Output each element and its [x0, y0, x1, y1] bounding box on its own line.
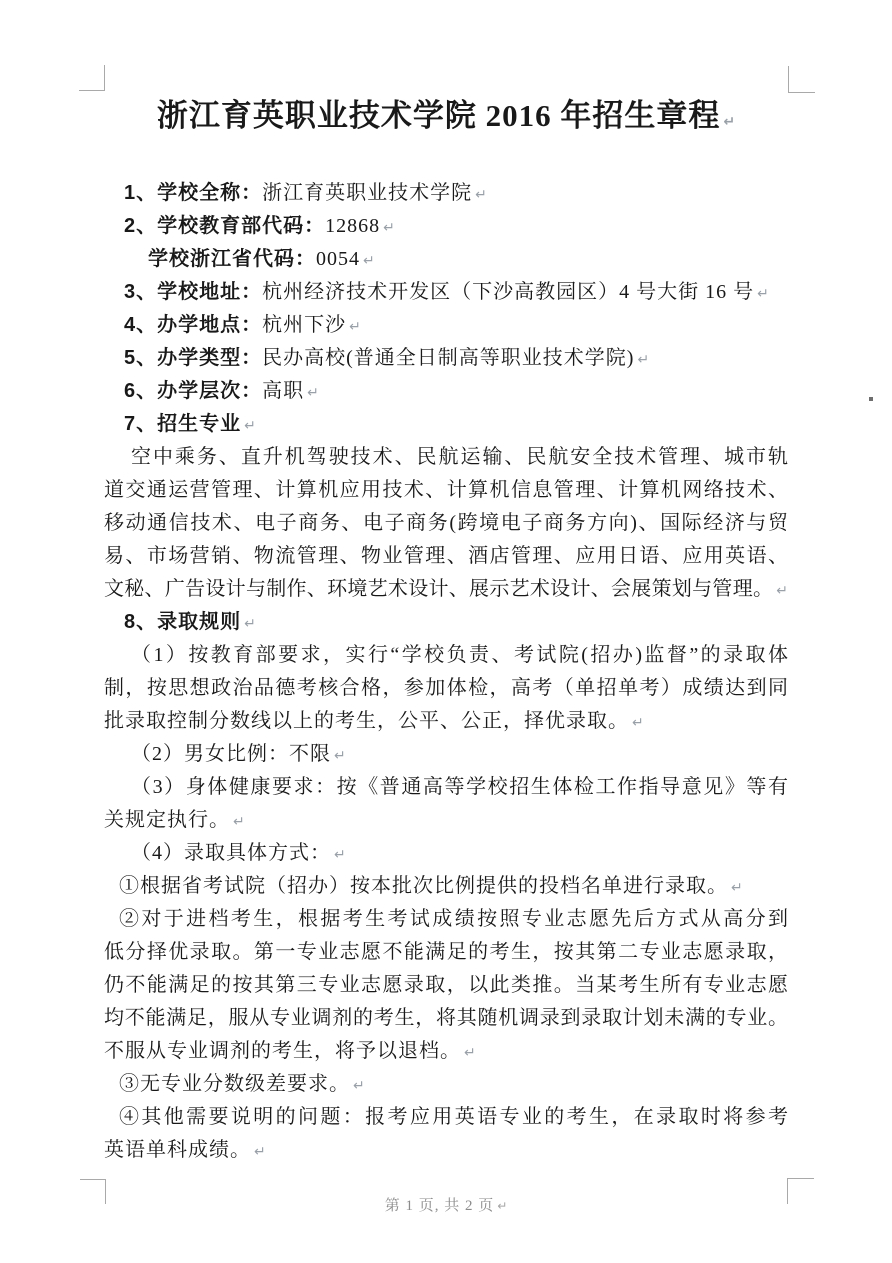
paragraph-mark: ↵ [334, 847, 346, 863]
paragraph-mark: ↵ [475, 187, 487, 203]
rule1-line: 制，按思想政治品德考核合格，参加体检，高考（单招单考）成绩达到同 [104, 677, 788, 699]
majors-paragraph-line: 易、市场营销、物流管理、物业管理、酒店管理、应用日语、应用英语、 [104, 545, 788, 567]
method1-line [104, 870, 788, 903]
item-value: 民办高校(普通全日制高等职业技术学院) [262, 347, 635, 369]
rule1-line-text: 批录取控制分数线以上的考生，公平、公正，择优录取。 [104, 710, 629, 732]
rule3-line: （3）身体健康要求：按《普通高等学校招生体检工作指导意见》等有 [131, 776, 788, 798]
paragraph-mark: ↵ [307, 385, 319, 401]
page-footer [0, 1194, 892, 1215]
margin-crop-mark-top-right [788, 66, 815, 93]
method3-text: ③无专业分数级差要求。 [119, 1073, 350, 1095]
item-education-level [104, 375, 788, 408]
paragraph-mark: ↵ [334, 748, 346, 764]
majors-paragraph-line: 空中乘务、直升机驾驶技术、民航运输、民航安全技术管理、城市轨 [131, 446, 788, 468]
item-label: 7、招生专业 [124, 413, 242, 435]
paragraph-mark: ↵ [349, 319, 361, 335]
method2-line: 均不能满足，服从专业调剂的考生，将其随机调录到录取计划未满的专业。 [104, 1007, 788, 1029]
majors-paragraph-line [104, 573, 788, 606]
paragraph-mark: ↵ [254, 1144, 266, 1160]
scan-speck [869, 397, 873, 401]
rule3-line [104, 804, 788, 837]
method2-line [104, 1035, 788, 1068]
paragraph-mark: ↵ [757, 286, 769, 302]
rule1-line: （1）按教育部要求，实行“学校负责、考试院(招办)监督”的录取体 [131, 644, 788, 666]
paragraph-mark: ↵ [353, 1078, 365, 1094]
item-label: 3、学校地址： [124, 281, 263, 303]
paragraph-mark: ↵ [244, 616, 256, 632]
item-label: 学校浙江省代码： [148, 248, 316, 270]
item-value: 12868 [325, 215, 381, 237]
item-campus-location [104, 309, 788, 342]
majors-line-text: 文秘、广告设计与制作、环境艺术设计、展示艺术设计、会展策划与管理。 [104, 578, 774, 600]
item-school-name [104, 177, 788, 210]
paragraph-mark: ↵ [233, 814, 245, 830]
method2-line: 低分择优录取。第一专业志愿不能满足的考生，按其第二专业志愿录取， [104, 941, 788, 963]
method1-text: ①根据省考试院（招办）按本批次比例提供的投档名单进行录取。 [119, 875, 728, 897]
rules-heading-text: 8、录取规则 [124, 611, 242, 633]
rules-heading [104, 606, 788, 639]
method3-line [104, 1068, 788, 1101]
method2-line-text: 不服从专业调剂的考生，将予以退档。 [104, 1040, 461, 1062]
item-label: 4、办学地点： [124, 314, 263, 336]
item-address [104, 276, 788, 309]
item-label: 2、学校教育部代码： [124, 215, 326, 237]
document-page [104, 90, 788, 1167]
item-zhejiang-code [104, 243, 788, 276]
method2-line: ②对于进档考生，根据考生考试成绩按照专业志愿先后方式从高分到 [119, 908, 788, 930]
item-value: 杭州经济技术开发区（下沙高教园区）4 号大街 16 号 [262, 281, 755, 303]
rule2-line [104, 738, 788, 771]
method4-line: ④其他需要说明的问题：报考应用英语专业的考生，在录取时将参考 [119, 1106, 788, 1128]
rule3-line-text: 关规定执行。 [104, 809, 230, 831]
paragraph-mark: ↵ [464, 1045, 476, 1061]
method4-line-text: 英语单科成绩。 [104, 1139, 251, 1161]
paragraph-mark: ↵ [244, 418, 256, 434]
item-enrollment-majors [104, 408, 788, 441]
majors-paragraph-line: 移动通信技术、电子商务、电子商务(跨境电子商务方向)、国际经济与贸 [104, 512, 788, 534]
item-value: 杭州下沙 [262, 314, 347, 336]
rule4-line [104, 837, 788, 870]
item-value: 0054 [316, 248, 360, 270]
document-body [104, 177, 788, 1167]
item-school-type [104, 342, 788, 375]
item-label: 1、学校全称： [124, 182, 263, 204]
item-label: 5、办学类型： [124, 347, 263, 369]
paragraph-mark: ↵ [637, 352, 650, 368]
item-moe-code [104, 210, 788, 243]
method4-line [104, 1134, 788, 1167]
method2-line: 仍不能满足的按其第三专业志愿录取，以此类推。当某考生所有专业志愿 [104, 974, 788, 996]
document-title [104, 94, 788, 138]
paragraph-mark: ↵ [363, 253, 375, 269]
paragraph-mark: ↵ [731, 880, 743, 896]
rule2-text: （2）男女比例：不限 [131, 743, 331, 765]
rule1-line [104, 705, 788, 738]
paragraph-mark: ↵ [497, 1199, 508, 1213]
item-value: 高职 [262, 380, 305, 402]
page-footer-text: 第 1 页, 共 2 页 [384, 1198, 495, 1214]
rule4-text: （4）录取具体方式： [131, 842, 331, 864]
item-value: 浙江育英职业技术学院 [262, 182, 473, 204]
paragraph-mark: ↵ [632, 715, 644, 731]
paragraph-mark: ↵ [383, 220, 395, 236]
document-title-text: 浙江育英职业技术学院 2016 年招生章程 [156, 98, 721, 133]
margin-crop-mark-top-left [79, 65, 105, 91]
item-label: 6、办学层次： [124, 380, 263, 402]
paragraph-mark: ↵ [723, 114, 736, 130]
paragraph-mark: ↵ [776, 583, 788, 599]
majors-paragraph-line: 道交通运营管理、计算机应用技术、计算机信息管理、计算机网络技术、 [104, 479, 788, 501]
